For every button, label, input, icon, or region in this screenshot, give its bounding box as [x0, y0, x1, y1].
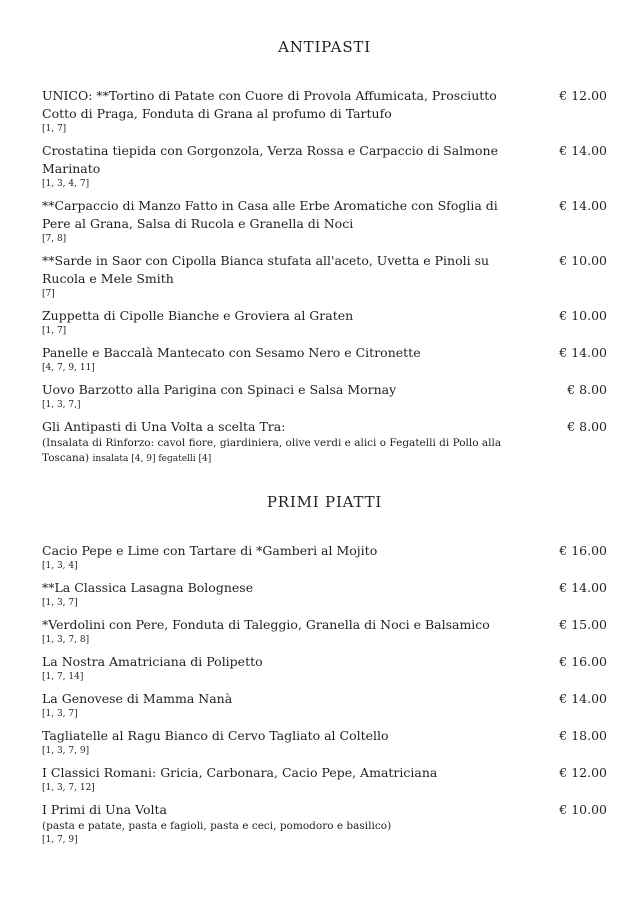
item-allergens: [1, 3, 7]	[42, 709, 78, 719]
item-price: € 16.00	[559, 654, 607, 669]
item-text-block	[42, 344, 514, 374]
item-allergens: [1, 3, 7, 12]	[42, 783, 95, 793]
item-text-block	[42, 764, 514, 794]
menu-sections	[42, 38, 607, 846]
menu-item	[42, 344, 607, 374]
item-price: € 12.00	[559, 765, 607, 780]
item-price: € 14.00	[559, 143, 607, 158]
item-name: Crostatina tiepida con Gorgonzola, Verza Rossa e Carpaccio di Salmone Marinato	[42, 143, 499, 176]
item-text-block	[42, 381, 514, 411]
item-name: UNICO: **Tortino di Patate con Cuore di Provola Affumicata, Prosciutto Cotto di Praga, Fonduta di Grana al profumo di Tartufo	[42, 88, 497, 121]
item-name: I Primi di Una Volta	[42, 802, 167, 817]
menu-item	[42, 252, 607, 300]
section-title: PRIMI PIATTI	[266, 493, 383, 511]
menu-item	[42, 87, 607, 135]
item-text-block	[42, 307, 514, 337]
item-allergens: [4, 7, 9, 11]	[42, 363, 95, 373]
item-description-line	[42, 819, 514, 834]
item-price: € 14.00	[559, 580, 607, 595]
item-name: Uovo Barzotto alla Parigina con Spinaci e Salsa Mornay	[42, 382, 397, 397]
menu-item	[42, 142, 607, 190]
item-price: € 10.00	[559, 802, 607, 817]
item-allergens: [1, 3, 7,]	[42, 400, 81, 410]
item-allergens: [1, 3, 7, 9]	[42, 746, 90, 756]
item-price: € 14.00	[559, 691, 607, 706]
item-text-block	[42, 653, 514, 683]
item-text-block	[42, 616, 514, 646]
item-name: La Genovese di Mamma Nanà	[42, 691, 233, 706]
item-price: € 8.00	[567, 382, 607, 397]
item-price: € 10.00	[559, 308, 607, 323]
item-allergens: [1, 7]	[42, 124, 67, 134]
item-description: (Insalata di Rinforzo: cavol fiore, giardiniera, olive verdi e alici o Fegatelli di Pollo alla Toscana)	[42, 437, 502, 464]
item-allergens: [1, 7, 9]	[42, 835, 78, 845]
item-text-block	[42, 142, 514, 190]
menu-section	[42, 493, 607, 846]
item-name: Tagliatelle al Ragu Bianco di Cervo Tagliato al Coltello	[42, 728, 389, 743]
item-text-block	[42, 542, 514, 572]
item-name: *Verdolini con Pere, Fonduta di Taleggio, Granella di Noci e Balsamico	[42, 617, 490, 632]
menu-item	[42, 764, 607, 794]
item-price: € 18.00	[559, 728, 607, 743]
item-allergens: [1, 7, 14]	[42, 672, 84, 682]
item-allergen-note: insalata [4, 9] fegatelli [4]	[92, 454, 212, 464]
item-text-block	[42, 197, 514, 245]
item-price: € 10.00	[559, 253, 607, 268]
menu-item	[42, 616, 607, 646]
item-price: € 15.00	[559, 617, 607, 632]
item-allergens: [7, 8]	[42, 234, 67, 244]
item-description-line	[42, 436, 514, 467]
menu-item	[42, 418, 607, 467]
menu-item	[42, 579, 607, 609]
item-name: **Sarde in Saor con Cipolla Bianca stufata all'aceto, Uvetta e Pinoli su Rucola e Mele Smith	[42, 253, 490, 286]
menu-item	[42, 307, 607, 337]
menu-item	[42, 653, 607, 683]
menu-item	[42, 690, 607, 720]
item-name: I Classici Romani: Gricia, Carbonara, Cacio Pepe, Amatriciana	[42, 765, 438, 780]
item-name: **La Classica Lasagna Bolognese	[42, 580, 254, 595]
menu-item	[42, 381, 607, 411]
item-allergens: [1, 3, 4]	[42, 561, 78, 571]
item-name: Zuppetta di Cipolle Bianche e Groviera al Graten	[42, 308, 354, 323]
item-allergens: [1, 7]	[42, 326, 67, 336]
item-allergens: [1, 3, 7, 8]	[42, 635, 90, 645]
item-price: € 14.00	[559, 345, 607, 360]
item-name: Panelle e Baccalà Mantecato con Sesamo Nero e Citronette	[42, 345, 421, 360]
item-text-block	[42, 579, 514, 609]
item-allergens: [7]	[42, 289, 55, 299]
item-text-block	[42, 418, 514, 467]
item-name: Cacio Pepe e Lime con Tartare di *Gamberi al Mojito	[42, 543, 378, 558]
item-name: **Carpaccio di Manzo Fatto in Casa alle Erbe Aromatiche con Sfoglia di Pere al Grana, Salsa di Rucola e Granella di Noci	[42, 198, 498, 231]
section-items	[42, 87, 607, 467]
menu-item	[42, 197, 607, 245]
item-name: Gli Antipasti di Una Volta a scelta Tra:	[42, 419, 286, 434]
menu-section	[42, 38, 607, 467]
section-items	[42, 542, 607, 846]
item-text-block	[42, 801, 514, 846]
menu-item	[42, 801, 607, 846]
item-price: € 14.00	[559, 198, 607, 213]
item-text-block	[42, 87, 514, 135]
item-name: La Nostra Amatriciana di Polipetto	[42, 654, 263, 669]
item-price: € 8.00	[567, 419, 607, 434]
item-allergens: [1, 3, 7]	[42, 598, 78, 608]
item-price: € 16.00	[559, 543, 607, 558]
item-text-block	[42, 727, 514, 757]
menu-item	[42, 727, 607, 757]
item-text-block	[42, 252, 514, 300]
section-title: ANTIPASTI	[278, 38, 371, 56]
item-allergens: [1, 3, 4, 7]	[42, 179, 90, 189]
item-description: (pasta e patate, pasta e fagioli, pasta e ceci, pomodoro e basilico)	[42, 820, 392, 832]
item-price: € 12.00	[559, 88, 607, 103]
item-text-block	[42, 690, 514, 720]
menu-item	[42, 542, 607, 572]
